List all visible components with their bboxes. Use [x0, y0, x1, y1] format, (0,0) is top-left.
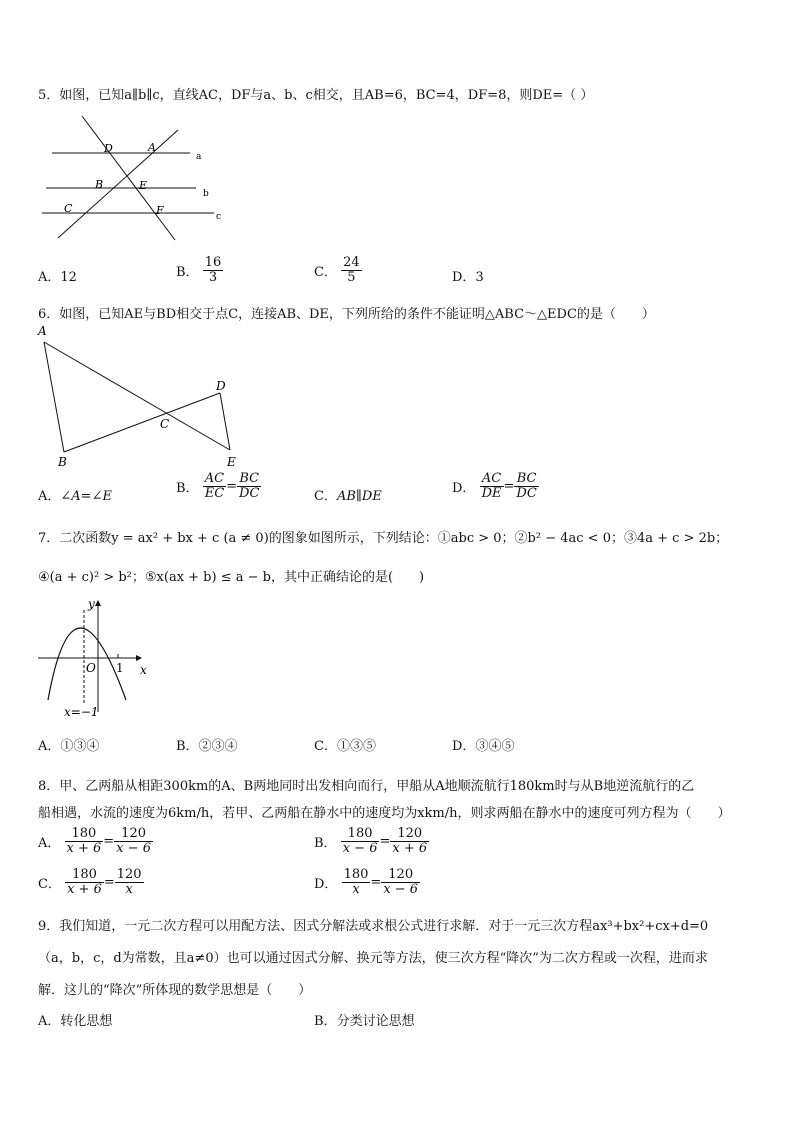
q6-option-a[interactable]: A．∠A=∠E: [38, 489, 112, 504]
fraction: $\frac{120}{x - 6}$: [116, 826, 151, 856]
q6-figure: [34, 322, 254, 472]
fraction: $\frac{16}{3}$: [204, 255, 222, 285]
fraction: $\frac{180}{x - 6}$: [342, 826, 378, 856]
q7-stem-line2: ④(a + c)² > b²；⑤x(ax + b) ≤ a − b，其中正确结论的是( ): [38, 570, 425, 585]
label-x: x: [140, 663, 147, 677]
fraction: $\frac{BC}{DC}$: [516, 471, 537, 501]
q8-option-d[interactable]: D． $\frac{180}{x}$ = $\frac{120}{x - 6}$: [314, 867, 419, 897]
q7-option-d[interactable]: D．③④⑤: [452, 739, 515, 754]
q6-option-d[interactable]: D． $\frac{AC}{DE}$ = $\frac{BC}{DC}$: [452, 471, 537, 501]
fraction: $\frac{AC}{DE}$: [481, 471, 502, 501]
y-axis-arrow: [95, 600, 101, 606]
q6-option-b[interactable]: B． $\frac{AC}{EC}$ = $\frac{BC}{DC}$: [176, 471, 260, 501]
fraction: $\frac{180}{x}$: [343, 867, 369, 897]
q5-option-c[interactable]: C． $\frac{24}{5}$: [314, 255, 360, 285]
q8-stem-line1: 8．甲、乙两船从相距300km的A、B两地同时出发相向而行，甲船从A地顺流航行180km时与从B地逆流航行的乙: [38, 779, 695, 794]
q9-option-b[interactable]: B．分类讨论思想: [314, 1014, 415, 1029]
q7-figure: [34, 596, 164, 720]
label-D: D: [216, 379, 226, 393]
q6-option-c[interactable]: C．AB∥DE: [314, 489, 382, 504]
label-F: F: [156, 204, 164, 217]
q9-stem-line2: （a，b，c，d为常数，且a≠0）也可以通过因式分解、换元等方法，使三次方程“降次”为二次方程或一次程，进而求: [38, 951, 708, 966]
q5-option-b[interactable]: B． $\frac{16}{3}$: [176, 255, 222, 285]
q7-stem-line1: 7．二次函数y = ax² + bx + c (a ≠ 0)的图象如图所示，下列结论：①abc > 0；②b² − 4ac < 0；③4a + c > 2b；: [38, 531, 729, 546]
label-A: A: [148, 141, 156, 154]
fraction: $\frac{120}{x + 6}$: [392, 826, 428, 856]
label-symmetry: x=−1: [64, 705, 99, 719]
q5-option-d[interactable]: D．3: [452, 270, 484, 285]
line-ac: [58, 130, 178, 238]
fraction: $\frac{AC}{EC}$: [204, 471, 225, 501]
label-B: B: [95, 178, 104, 191]
label-1: 1: [116, 661, 124, 675]
label-b: b: [203, 189, 209, 199]
fraction: $\frac{180}{x + 6}$: [66, 826, 102, 856]
q8-option-c[interactable]: C． $\frac{180}{x + 6}$ = $\frac{120}{x}$: [38, 867, 142, 897]
q5-option-a[interactable]: A．12: [38, 270, 77, 285]
label-E: E: [139, 179, 148, 192]
q9-option-a[interactable]: A．转化思想: [38, 1014, 113, 1029]
segment-ae: [44, 342, 230, 450]
x-axis-arrow: [136, 655, 142, 661]
fraction: $\frac{120}{x}$: [116, 867, 142, 897]
fraction: $\frac{24}{5}$: [343, 255, 360, 285]
label-B: B: [58, 455, 67, 469]
q8-option-a[interactable]: A． $\frac{180}{x + 6}$ = $\frac{120}{x - 6}$: [38, 826, 151, 856]
q9-stem-line3: 解．这儿的“降次”所体现的数学思想是（ ）: [38, 983, 312, 998]
fraction: $\frac{180}{x + 6}$: [67, 867, 102, 897]
label-O: O: [86, 661, 96, 675]
label-D: D: [104, 142, 113, 155]
label-C: C: [160, 417, 170, 431]
q5-stem: 5．如图，已知a∥b∥c，直线AC，DF与a、b、c相交，且AB=6，BC=4，DF=8，则DE=（ ）: [38, 88, 594, 103]
label-C: C: [64, 202, 73, 215]
label-y: y: [88, 597, 95, 611]
q8-stem-line2: 船相遇，水流的速度为6km/h，若甲、乙两船在静水中的速度均为xkm/h，则求两船在静水中的速度可列方程为（ ）: [38, 806, 731, 821]
q7-option-b[interactable]: B．②③④: [176, 739, 238, 754]
fraction: $\frac{120}{x - 6}$: [383, 867, 419, 897]
q7-option-a[interactable]: A．①③④: [38, 739, 100, 754]
label-E: E: [227, 455, 236, 469]
label-A: A: [38, 324, 47, 338]
segment-bd: [64, 393, 220, 452]
segment-ab: [44, 342, 64, 452]
q8-option-b[interactable]: B． $\frac{180}{x - 6}$ = $\frac{120}{x + 6}$: [314, 826, 428, 856]
fraction: $\frac{BC}{DC}$: [239, 471, 260, 501]
label-a: a: [196, 152, 202, 162]
q9-stem-line1: 9．我们知道，一元二次方程可以用配方法、因式分解法或求根公式进行求解．对于一元三次方程ax³+bx²+cx+d=0: [38, 919, 709, 934]
q6-stem: 6．如图，已知AE与BD相交于点C，连接AB、DE，下列所给的条件不能证明△ABC～△EDC的是（ ）: [38, 307, 655, 322]
segment-de: [220, 393, 230, 450]
q7-option-c[interactable]: C．①③⑤: [314, 739, 376, 754]
label-c: c: [216, 212, 222, 222]
q5-figure: [38, 108, 238, 248]
